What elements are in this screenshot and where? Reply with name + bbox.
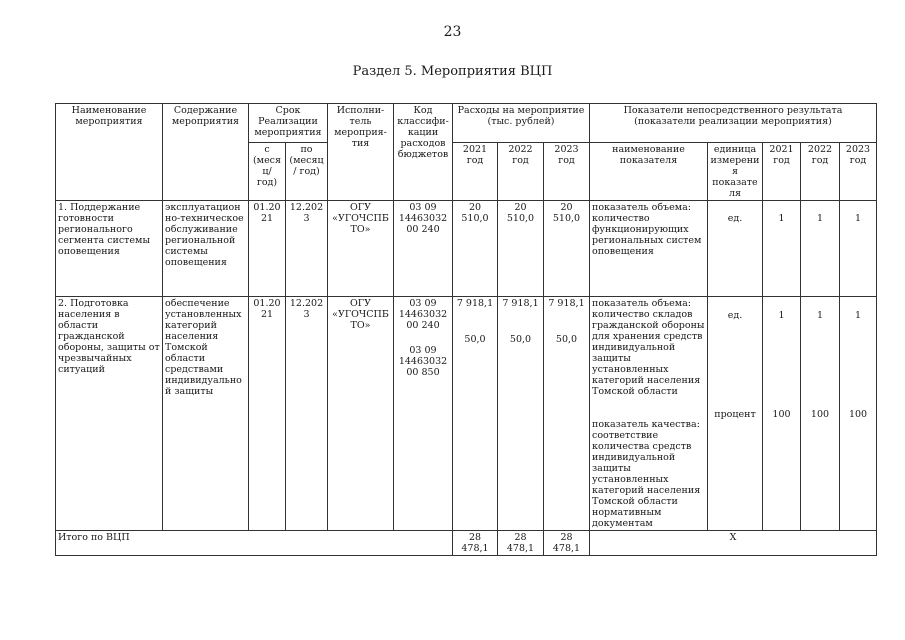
row2-ind-2-2022: 100 [810, 409, 830, 420]
row2-ind-1-2022: 1 [816, 310, 824, 321]
row2-executor: ОГУ «УГОЧСПБ ТО» [328, 297, 394, 531]
row2-ind-2-2023: 100 [848, 409, 868, 420]
table-row [56, 297, 877, 531]
row2-exp-2022-b: 50,0 [509, 334, 532, 345]
header-code: Код классифи-кации расходов бюджетов [394, 104, 453, 201]
row2-indicator-1-name: показатель объема: количество складов гражданской обороны для хранения средств индивидуальной защиты установленных категорий населения Томской области [592, 298, 705, 397]
row2-exp-2021-b: 50,0 [464, 334, 486, 345]
header-term-from: с (месяц/ год) [249, 143, 286, 201]
row2-codes [394, 297, 453, 531]
header-executor: Исполни-тель мероприя-тия [328, 104, 394, 201]
row1-code: 03 09 1446303200 240 [394, 201, 453, 297]
row2-content: обеспечение установленных категорий населения Томской области средствами индивидуальной защиты [163, 297, 249, 531]
header-indicator-name: наименование показателя [590, 143, 708, 201]
row2-ind-1-2023: 1 [854, 310, 862, 321]
row1-ind-2021: 1 [763, 201, 801, 297]
row1-ind-2023: 1 [840, 201, 877, 297]
header-expenses: Расходы на мероприятие (тыс. рублей) [453, 104, 590, 143]
row1-exp-2023: 20 510,0 [544, 201, 590, 297]
row1-from: 01.2021 [249, 201, 286, 297]
header-row-1 [56, 104, 877, 143]
header-term: Срок Реализации мероприятия [249, 104, 328, 143]
header-exp-2022: 2022 год [498, 143, 544, 201]
row2-exp-2023-a: 7 918,1 [548, 298, 585, 309]
header-term-to: по (месяц/ год) [286, 143, 328, 201]
header-content: Содержание мероприятия [163, 104, 249, 201]
row2-ind-2022 [801, 297, 840, 531]
row1-ind-2022: 1 [801, 201, 840, 297]
row2-exp-2022 [498, 297, 544, 531]
row2-indicator-2-unit: процент [714, 409, 756, 420]
header-ind-2021: 2021 год [763, 143, 801, 201]
row2-code-2: 03 09 1446303200 850 [398, 345, 448, 378]
row2-exp-2022-a: 7 918,1 [502, 298, 539, 309]
row1-indicator-name: показатель объема: количество функционирующих региональных систем оповещения [590, 201, 708, 297]
header-ind-2023: 2023 год [840, 143, 877, 201]
section-title: Раздел 5. Мероприятия ВЦП [352, 64, 553, 79]
table-row [56, 201, 877, 297]
row1-name: 1. Поддержание готовности регионального сегмента системы оповещения [56, 201, 163, 297]
row2-ind-1-2021: 1 [778, 310, 785, 321]
row1-exp-2021: 20 510,0 [453, 201, 498, 297]
header-indicators: Показатели непосредственного результата (показатели реализации мероприятия) [590, 104, 877, 143]
row2-ind-2023 [840, 297, 877, 531]
header-ind-2022: 2022 год [801, 143, 840, 201]
header-indicator-unit: единица измерения показателя [708, 143, 763, 201]
total-label: Итого по ВЦП [56, 531, 453, 556]
total-indicators-mark: Х [590, 531, 877, 556]
header-name: Наименование мероприятия [56, 104, 163, 201]
header-exp-2021: 2021 год [453, 143, 498, 201]
row1-executor: ОГУ «УГОЧСПБ ТО» [328, 201, 394, 297]
row2-from: 01.2021 [249, 297, 286, 531]
row2-indicator-1-unit: ед. [727, 310, 743, 321]
row1-exp-2022: 20 510,0 [498, 201, 544, 297]
total-exp-2021: 28 478,1 [453, 531, 498, 556]
header-exp-2023: 2023 год [544, 143, 590, 201]
page-number: 23 [443, 24, 462, 40]
events-table [55, 103, 877, 556]
row2-exp-2021 [453, 297, 498, 531]
row2-ind-2021 [763, 297, 801, 531]
row2-indicator-names [590, 297, 708, 531]
row2-exp-2023 [544, 297, 590, 531]
row2-code-1: 03 09 1446303200 240 [398, 298, 448, 331]
row2-name: 2. Подготовка населения в области гражданской обороны, защиты от чрезвычайных ситуаций [56, 297, 163, 531]
total-row [56, 531, 877, 556]
row2-indicator-2-name: показатель качества: соответствие количества средств индивидуальной защиты установленных категорий населения Томской области нормативным документам [592, 419, 701, 529]
row1-content: эксплуатационно-техническое обслуживание региональной системы оповещения [163, 201, 249, 297]
row1-indicator-unit: ед. [708, 201, 763, 297]
total-exp-2023: 28 478,1 [544, 531, 590, 556]
row2-to: 12.2023 [286, 297, 328, 531]
row2-indicator-units [708, 297, 763, 531]
row1-to: 12.2023 [286, 201, 328, 297]
row2-exp-2023-b: 50,0 [555, 334, 578, 345]
row2-ind-2-2021: 100 [772, 409, 791, 420]
row2-exp-2021-a: 7 918,1 [456, 298, 494, 309]
total-exp-2022: 28 478,1 [498, 531, 544, 556]
